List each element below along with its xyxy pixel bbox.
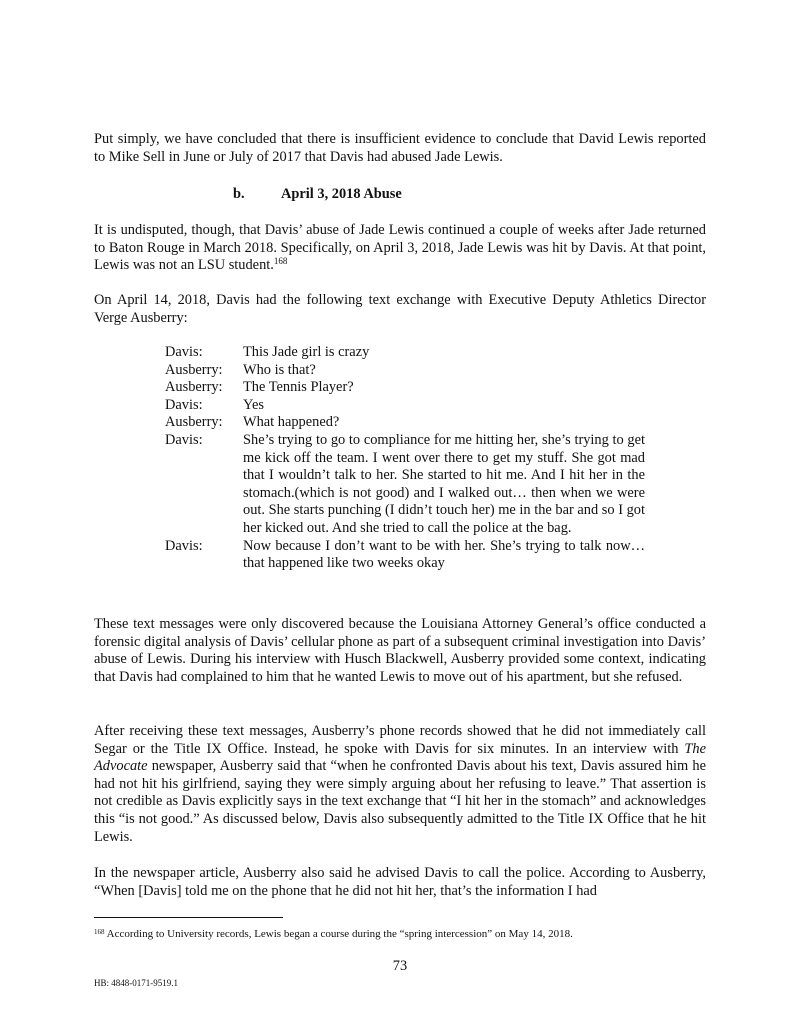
text-exchange-row (165, 362, 645, 380)
exchange-speaker: Davis: (165, 431, 203, 448)
exchange-speaker: Ausberry: (165, 361, 223, 378)
document-id: HB: 4848-0171-9519.1 (94, 978, 178, 988)
text-exchange-row (165, 344, 645, 362)
text-exchange-row (165, 397, 645, 415)
exchange-speaker: Ausberry: (165, 379, 223, 396)
text-exchange-row (165, 432, 645, 538)
paragraph-phone-records (94, 723, 706, 846)
exchange-message: The Tennis Player? (243, 379, 354, 396)
exchange-speaker: Davis: (165, 344, 203, 360)
footnote-divider (94, 917, 283, 918)
exchange-message: Now because I don’t want to be with her. She’s trying to talk now… that happened like two weeks okay (243, 537, 645, 572)
exchange-message: She’s trying to go to compliance for me hitting her, she’s trying to get me kick off the team. I went over there to get my stuff. She got mad that I wouldn’t talk to her. She started to hit me. And I hit her in the stomach.(which is not good) and I walked out… then when we were out. She starts punching (I didn’t touch her) me in the bar and so I got her kicked out. And she tried to call the police at the bag. (243, 431, 645, 536)
footnote-reference: 168 (273, 256, 288, 267)
paragraph-text-exchange-intro: On April 14, 2018, Davis had the following text exchange with Executive Deputy Athletics Director Verge Ausberry: (94, 292, 706, 326)
paragraph-discovery: These text messages were only discovered because the Louisiana Attorney General’s office conducted a forensic digital analysis of Davis’ cellular phone as part of a subsequent criminal investigation into Davis’ abuse of Lewis. During his interview with Husch Blackwell, Ausberry provided some context, indicating that Davis had complained to him that he wanted Lewis to move out of his apartment, but she refused. (94, 616, 706, 685)
newspaper-name: The Advocate (94, 740, 706, 775)
paragraph-conclusion: Put simply, we have concluded that there is insufficient evidence to conclude that David Lewis reported to Mike Sell in June or July of 2017 that Davis had abused Jade Lewis. (94, 131, 706, 165)
paragraph-newspaper-article: In the newspaper article, Ausberry also said he advised Davis to call the police. According to Ausberry, “When [Davis] told me on the phone that he did not hit her, that’s the information I had (94, 865, 706, 899)
section-heading (233, 186, 402, 203)
footnote-text: According to University records, Lewis began a course during the “spring intercession” on May 14, 2018. (106, 928, 573, 940)
page-number: 73 (392, 958, 408, 974)
exchange-message: What happened? (243, 414, 340, 431)
footnote-number: 168 (94, 928, 105, 936)
exchange-speaker: Ausberry: (165, 414, 223, 431)
text-exchange-row (165, 379, 645, 397)
paragraph-undisputed (94, 222, 706, 275)
paragraph-phone-records-end: newspaper, Ausberry said that “when he confronted Davis about his text, Davis assured him he had not hit his girlfriend, saying they were simply arguing about her refusing to leave.” That assertion is not credible as Davis explicitly says in the text exchange that “I hit her in the stomach” and acknowledges this “is not good.” As discussed below, Davis also subsequently admitted to the Title IX Office that he hit Lewis. (94, 758, 706, 845)
paragraph-phone-records-start: After receiving these text messages, Ausberry’s phone records showed that he did not immediately call Segar or the Title IX Office. Instead, he spoke with Davis for six minutes. In an interview with (94, 723, 706, 757)
exchange-speaker: Davis: (165, 537, 203, 554)
text-exchange (165, 344, 645, 573)
exchange-message: Who is that? (243, 361, 316, 378)
paragraph-undisputed-text: It is undisputed, though, that Davis’ abuse of Jade Lewis continued a couple of weeks after Jade returned to Baton Rouge in March 2018. Specifically, on April 3, 2018, Jade Lewis was hit by Davis. At that point, Lewis was not an LSU student. (94, 222, 706, 274)
text-exchange-row (165, 414, 645, 432)
exchange-speaker: Davis: (165, 396, 203, 413)
exchange-message: Yes (243, 396, 264, 413)
text-exchange-row (165, 538, 645, 573)
footnote (94, 928, 706, 941)
exchange-message: This Jade girl is crazy (243, 344, 370, 360)
section-heading-title: April 3, 2018 Abuse (281, 186, 402, 202)
section-heading-number: b. (233, 186, 245, 202)
